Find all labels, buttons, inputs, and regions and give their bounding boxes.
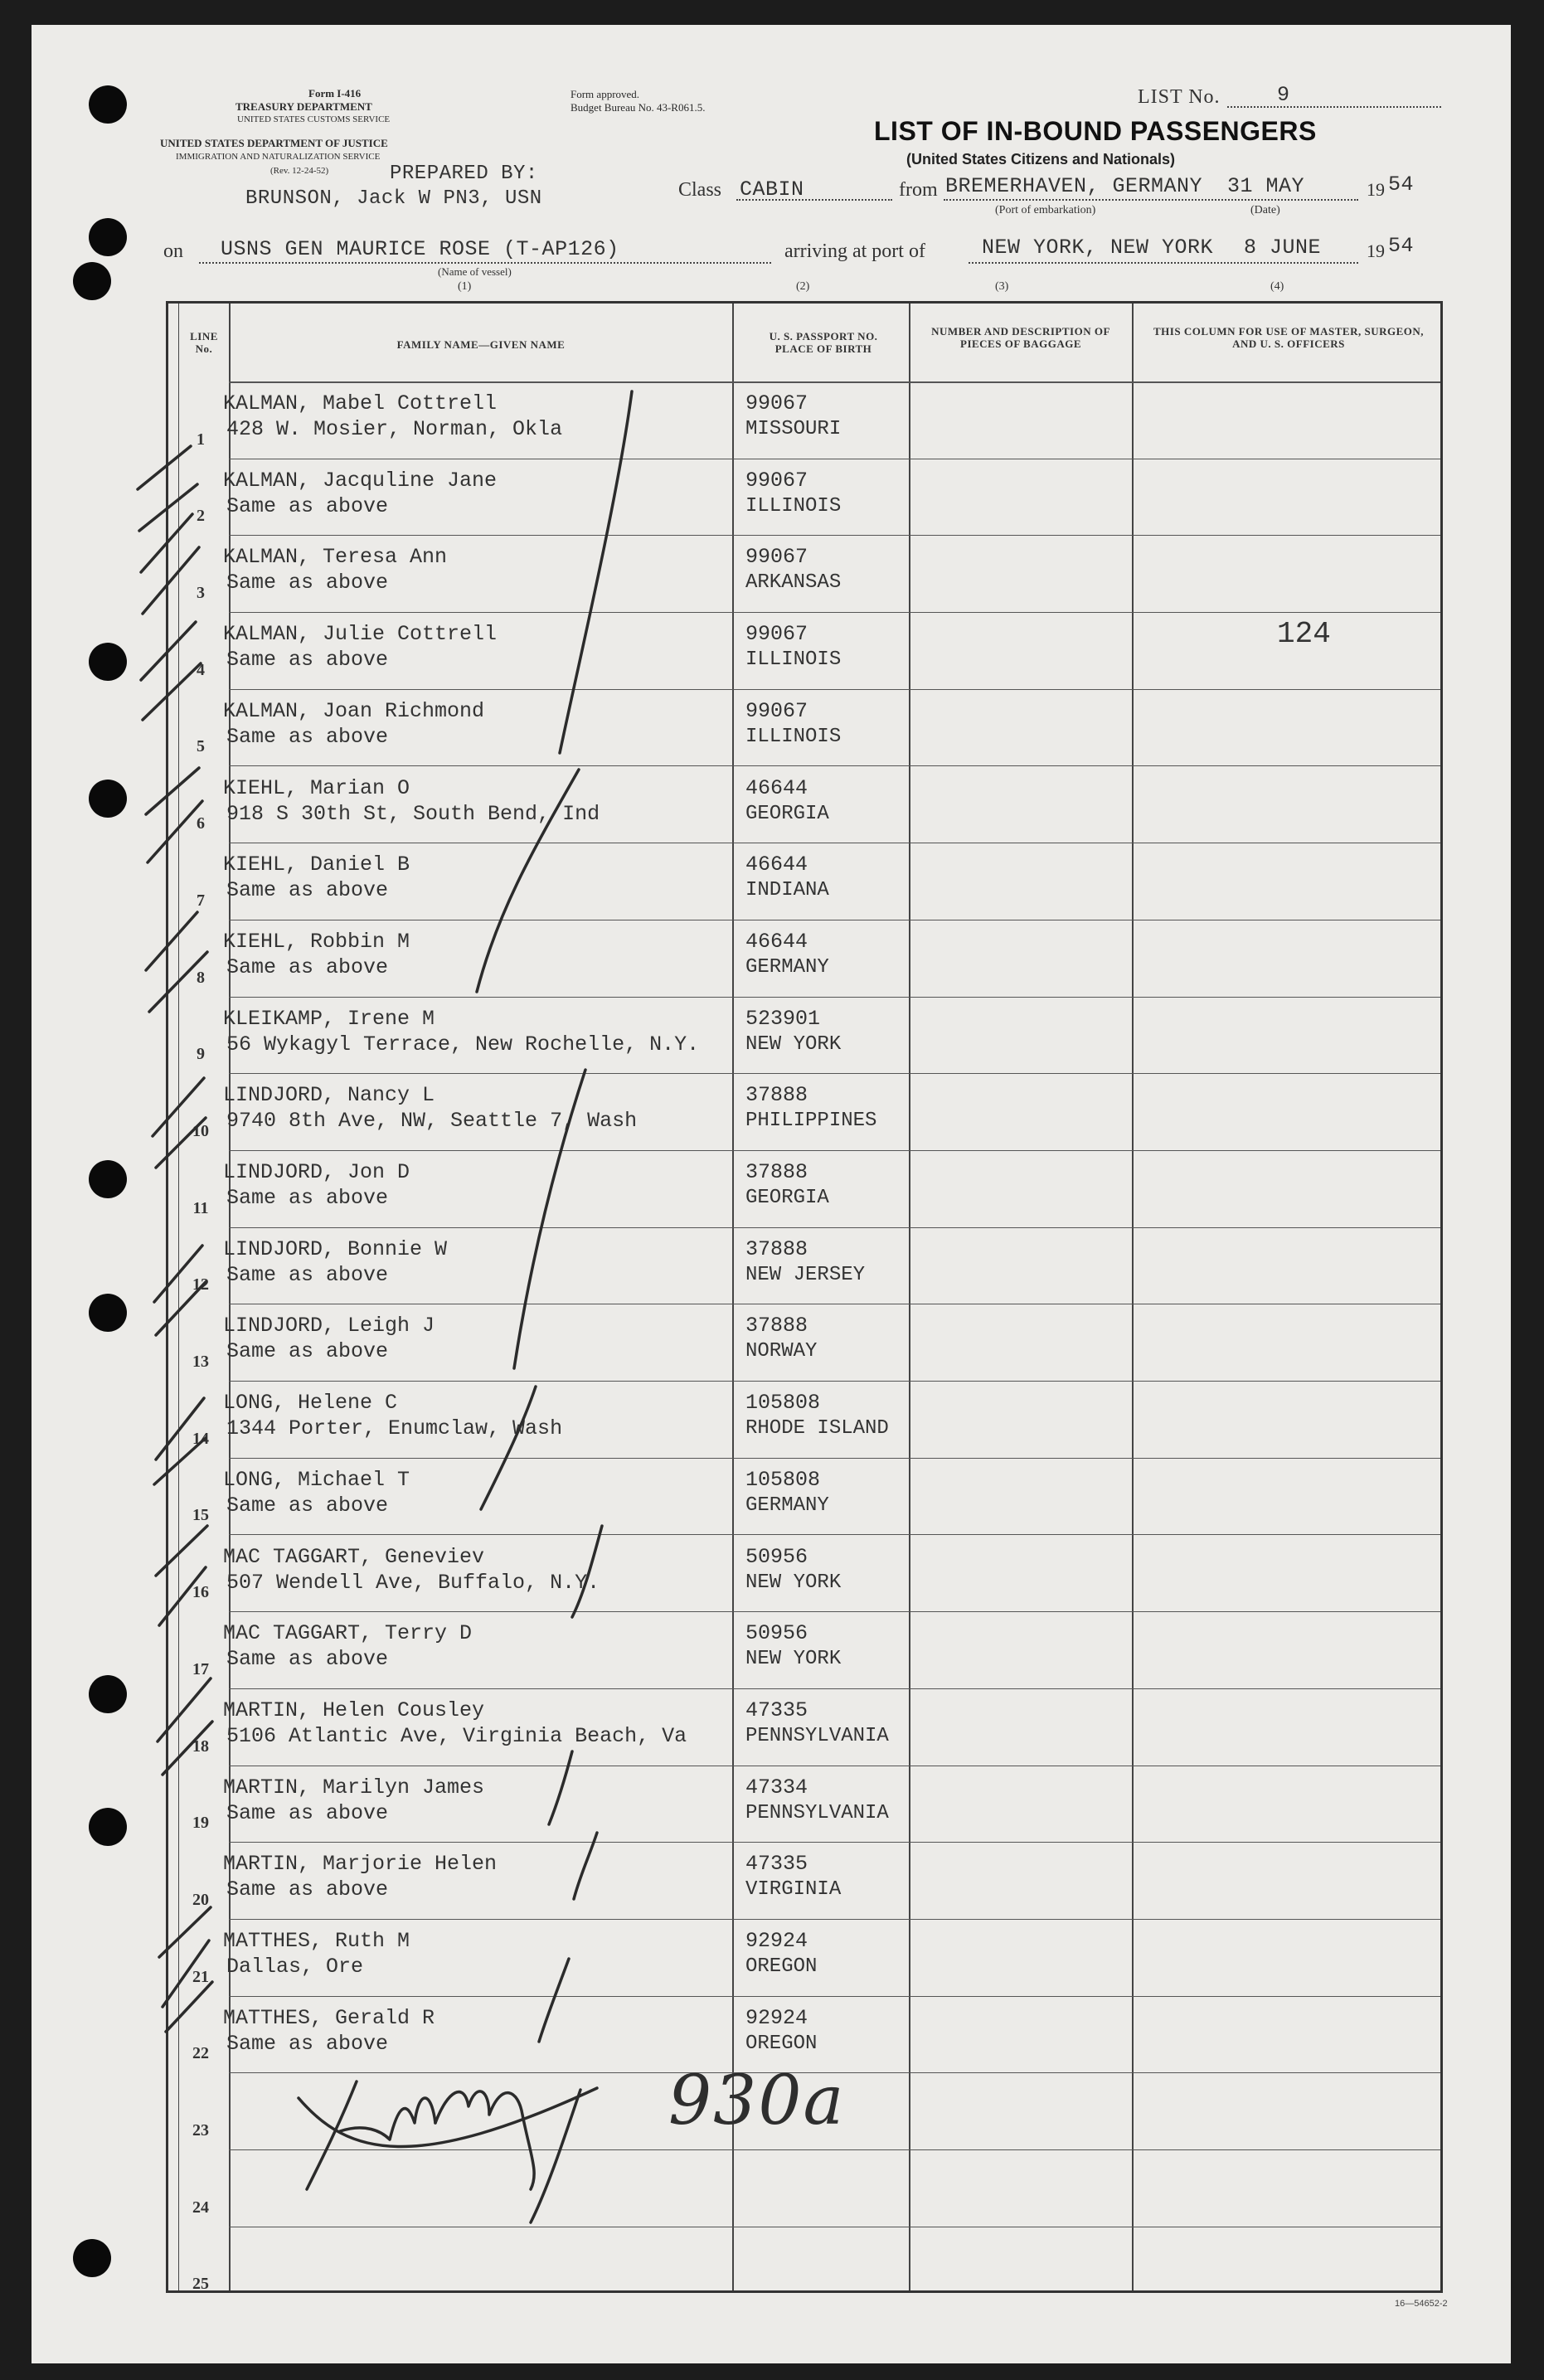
line-number: 9 bbox=[197, 1045, 205, 1064]
passport-number: 105808 bbox=[745, 1467, 821, 1492]
place-of-birth: OREGON bbox=[745, 1955, 818, 1978]
passenger-address: 507 Wendell Ave, Buffalo, N.Y. bbox=[226, 1570, 600, 1595]
dept-treasury: TREASURY DEPARTMENT bbox=[235, 100, 372, 113]
passport-number: 46644 bbox=[745, 775, 808, 800]
vessel-name: USNS GEN MAURICE ROSE (T-AP126) bbox=[221, 237, 619, 261]
place-of-birth: GEORGIA bbox=[745, 1187, 829, 1209]
prepared-by-value: BRUNSON, Jack W PN3, USN bbox=[245, 187, 542, 210]
place-of-birth: GERMANY bbox=[745, 1494, 829, 1517]
place-of-birth: ILLINOIS bbox=[745, 648, 842, 672]
line-number: 20 bbox=[192, 1890, 209, 1909]
passport-number: 523901 bbox=[745, 1006, 821, 1031]
class-value: CABIN bbox=[740, 177, 804, 202]
port-caption: (Port of embarkation) bbox=[995, 204, 1096, 216]
passenger-address: Same as above bbox=[226, 493, 389, 518]
handwritten-number: 930a bbox=[668, 2062, 846, 2140]
vessel-caption: (Name of vessel) bbox=[438, 265, 512, 278]
dept-immigration: IMMIGRATION AND NATURALIZATION SERVICE bbox=[176, 152, 381, 162]
passenger-name: KALMAN, Jacquline Jane bbox=[223, 468, 498, 493]
passenger-address: Same as above bbox=[226, 2031, 389, 2056]
passport-number: 92924 bbox=[745, 2005, 808, 2030]
passenger-address: 428 W. Mosier, Norman, Okla bbox=[226, 417, 563, 441]
place-of-birth: GERMANY bbox=[745, 955, 829, 979]
passport-number: 47334 bbox=[745, 1775, 808, 1800]
passenger-name: MAC TAGGART, Terry D bbox=[223, 1621, 473, 1646]
passenger-name: LINDJORD, Bonnie W bbox=[223, 1236, 448, 1261]
line-number: 22 bbox=[192, 2044, 209, 2063]
passenger-name: LONG, Michael T bbox=[223, 1467, 410, 1492]
document-title: LIST OF IN-BOUND PASSENGERS bbox=[874, 116, 1317, 146]
passenger-address: Same as above bbox=[226, 1262, 389, 1287]
from-label: from bbox=[899, 179, 938, 201]
passport-number: 99067 bbox=[745, 545, 808, 570]
passport-number: 50956 bbox=[745, 1621, 808, 1646]
passport-number: 99067 bbox=[745, 698, 808, 723]
place-of-birth: NEW YORK bbox=[745, 1648, 842, 1671]
passport-number: 47335 bbox=[745, 1852, 808, 1877]
column-number-1: (1) bbox=[458, 280, 472, 293]
footer-code: 16—54652-2 bbox=[1395, 2299, 1448, 2309]
passenger-address: 9740 8th Ave, NW, Seattle 7, Wash bbox=[226, 1109, 638, 1134]
passenger-address: Same as above bbox=[226, 1339, 389, 1364]
place-of-birth: PENNSYLVANIA bbox=[745, 1724, 889, 1747]
budget-bureau: Budget Bureau No. 43-R061.5. bbox=[571, 101, 706, 114]
passenger-address: Dallas, Ore bbox=[226, 1955, 364, 1979]
passport-number: 99067 bbox=[745, 391, 808, 415]
line-number: 4 bbox=[197, 660, 205, 679]
passenger-address: Same as above bbox=[226, 878, 389, 903]
passport-number: 92924 bbox=[745, 1929, 808, 1953]
passenger-name: LONG, Helene C bbox=[223, 1391, 398, 1416]
passenger-name: MATTHES, Ruth M bbox=[223, 1929, 410, 1953]
header-baggage: NUMBER AND DESCRIPTION OF PIECES OF BAGGAGE bbox=[931, 325, 1110, 350]
passenger-address: Same as above bbox=[226, 954, 389, 979]
place-of-birth: NEW JERSEY bbox=[745, 1263, 866, 1286]
passport-number: 37888 bbox=[745, 1160, 808, 1184]
passenger-name: KALMAN, Joan Richmond bbox=[223, 698, 485, 723]
line-number: 25 bbox=[192, 2275, 209, 2294]
passenger-name: KALMAN, Teresa Ann bbox=[223, 545, 448, 570]
class-label: Class bbox=[678, 179, 722, 201]
from-year-prefix: 19 bbox=[1367, 179, 1385, 200]
passenger-name: KIEHL, Daniel B bbox=[223, 852, 410, 877]
passport-number: 47335 bbox=[745, 1698, 808, 1722]
list-no-value: 9 bbox=[1277, 83, 1290, 107]
place-of-birth: INDIANA bbox=[745, 879, 829, 902]
line-number: 21 bbox=[192, 1967, 209, 1986]
place-of-birth: ILLINOIS bbox=[745, 494, 842, 517]
line-number: 16 bbox=[192, 1583, 209, 1602]
passport-number: 46644 bbox=[745, 852, 808, 877]
date-caption: (Date) bbox=[1250, 204, 1280, 216]
place-of-birth: ARKANSAS bbox=[745, 571, 842, 595]
passenger-name: KALMAN, Julie Cottrell bbox=[223, 622, 498, 647]
passport-number: 37888 bbox=[745, 1236, 808, 1261]
passenger-address: Same as above bbox=[226, 724, 389, 749]
passenger-name: KIEHL, Robbin M bbox=[223, 929, 410, 954]
header-line-no: LINE No. bbox=[190, 330, 218, 355]
line-number: 8 bbox=[197, 968, 205, 987]
on-label: on bbox=[163, 240, 183, 262]
passenger-address: Same as above bbox=[226, 1186, 389, 1210]
line-number: 17 bbox=[192, 1659, 209, 1678]
place-of-birth: OREGON bbox=[745, 2032, 818, 2055]
arrival-year-prefix: 19 bbox=[1367, 240, 1385, 261]
passenger-name: KLEIKAMP, Irene M bbox=[223, 1006, 435, 1031]
header-officers: THIS COLUMN FOR USE OF MASTER, SURGEON, AND U. S. OFFICERS bbox=[1153, 325, 1424, 350]
line-number: 2 bbox=[197, 507, 205, 526]
place-of-birth: PENNSYLVANIA bbox=[745, 1801, 889, 1824]
passport-number: 105808 bbox=[745, 1391, 821, 1416]
passenger-address: 56 Wykagyl Terrace, New Rochelle, N.Y. bbox=[226, 1032, 700, 1056]
place-of-birth: NEW YORK bbox=[745, 1032, 842, 1056]
line-number: 14 bbox=[192, 1429, 209, 1448]
line-number: 11 bbox=[192, 1198, 209, 1217]
form-approved: Form approved. bbox=[571, 88, 640, 100]
line-number: 13 bbox=[192, 1353, 209, 1372]
line-number: 23 bbox=[192, 2121, 209, 2140]
place-of-birth: MISSOURI bbox=[745, 418, 842, 440]
dept-customs: UNITED STATES CUSTOMS SERVICE bbox=[237, 114, 391, 124]
passenger-address: 1344 Porter, Enumclaw, Wash bbox=[226, 1416, 563, 1441]
place-of-birth: GEORGIA bbox=[745, 802, 829, 825]
line-number: 7 bbox=[197, 891, 205, 910]
document-subtitle: (United States Citizens and Nationals) bbox=[906, 151, 1176, 168]
header-passport: U. S. PASSPORT NO. PLACE OF BIRTH bbox=[769, 330, 878, 355]
line-number: 12 bbox=[192, 1275, 209, 1294]
passenger-name: MAC TAGGART, Geneviev bbox=[223, 1544, 485, 1569]
place-of-birth: NORWAY bbox=[745, 1340, 818, 1363]
column-number-3: (3) bbox=[995, 280, 1009, 293]
line-number: 18 bbox=[192, 1736, 209, 1756]
arrival-port: NEW YORK, NEW YORK bbox=[982, 236, 1214, 260]
from-year: 54 bbox=[1388, 172, 1415, 197]
header-name: FAMILY NAME—GIVEN NAME bbox=[396, 338, 566, 351]
passport-number: 50956 bbox=[745, 1544, 808, 1569]
from-date: 31 MAY bbox=[1227, 174, 1305, 198]
form-revision: (Rev. 12-24-52) bbox=[270, 166, 329, 176]
passport-number: 46644 bbox=[745, 929, 808, 954]
passenger-name: LINDJORD, Jon D bbox=[223, 1160, 410, 1184]
from-port: BREMERHAVEN, GERMANY bbox=[945, 174, 1203, 198]
line-number: 3 bbox=[197, 584, 205, 603]
form-number: Form I-416 bbox=[308, 87, 362, 100]
passenger-name: LINDJORD, Nancy L bbox=[223, 1083, 435, 1108]
line-number: 1 bbox=[197, 430, 205, 449]
passenger-address: Same as above bbox=[226, 1877, 389, 1902]
column-number-4: (4) bbox=[1270, 280, 1284, 293]
passenger-name: MATTHES, Gerald R bbox=[223, 2005, 435, 2030]
prepared-by-label: PREPARED BY: bbox=[390, 163, 538, 185]
passport-number: 99067 bbox=[745, 622, 808, 647]
passenger-name: LINDJORD, Leigh J bbox=[223, 1314, 435, 1338]
passport-number: 37888 bbox=[745, 1083, 808, 1108]
line-number: 10 bbox=[192, 1121, 209, 1140]
list-no-label: LIST No. bbox=[1138, 86, 1221, 108]
passenger-address: 918 S 30th St, South Bend, Ind bbox=[226, 801, 600, 826]
passenger-name: MARTIN, Marjorie Helen bbox=[223, 1852, 498, 1877]
line-number: 5 bbox=[197, 737, 205, 756]
line-number: 24 bbox=[192, 2198, 209, 2217]
arrival-date: 8 JUNE bbox=[1244, 236, 1322, 260]
passenger-address: Same as above bbox=[226, 571, 389, 595]
passenger-address: Same as above bbox=[226, 1493, 389, 1518]
passenger-name: KALMAN, Mabel Cottrell bbox=[223, 391, 498, 415]
line-number: 6 bbox=[197, 814, 205, 833]
passenger-name: MARTIN, Marilyn James bbox=[223, 1775, 485, 1800]
passenger-address: Same as above bbox=[226, 1800, 389, 1825]
passport-number: 99067 bbox=[745, 468, 808, 493]
place-of-birth: ILLINOIS bbox=[745, 725, 842, 748]
dept-justice: UNITED STATES DEPARTMENT OF JUSTICE bbox=[160, 137, 388, 149]
arriving-label: arriving at port of bbox=[784, 240, 925, 262]
passport-number: 37888 bbox=[745, 1314, 808, 1338]
place-of-birth: NEW YORK bbox=[745, 1571, 842, 1594]
line-number: 15 bbox=[192, 1506, 209, 1525]
line-number: 19 bbox=[192, 1814, 209, 1833]
arrival-year: 54 bbox=[1388, 234, 1415, 258]
passenger-address: Same as above bbox=[226, 648, 389, 673]
place-of-birth: RHODE ISLAND bbox=[745, 1417, 889, 1440]
place-of-birth: VIRGINIA bbox=[745, 1878, 842, 1902]
passenger-address: Same as above bbox=[226, 1647, 389, 1672]
column-number-2: (2) bbox=[796, 280, 810, 293]
passenger-name: KIEHL, Marian O bbox=[223, 775, 410, 800]
passenger-name: MARTIN, Helen Cousley bbox=[223, 1698, 485, 1722]
passenger-address: 5106 Atlantic Ave, Virginia Beach, Va bbox=[226, 1723, 687, 1748]
place-of-birth: PHILIPPINES bbox=[745, 1110, 877, 1133]
officer-note: 124 bbox=[1277, 617, 1331, 651]
